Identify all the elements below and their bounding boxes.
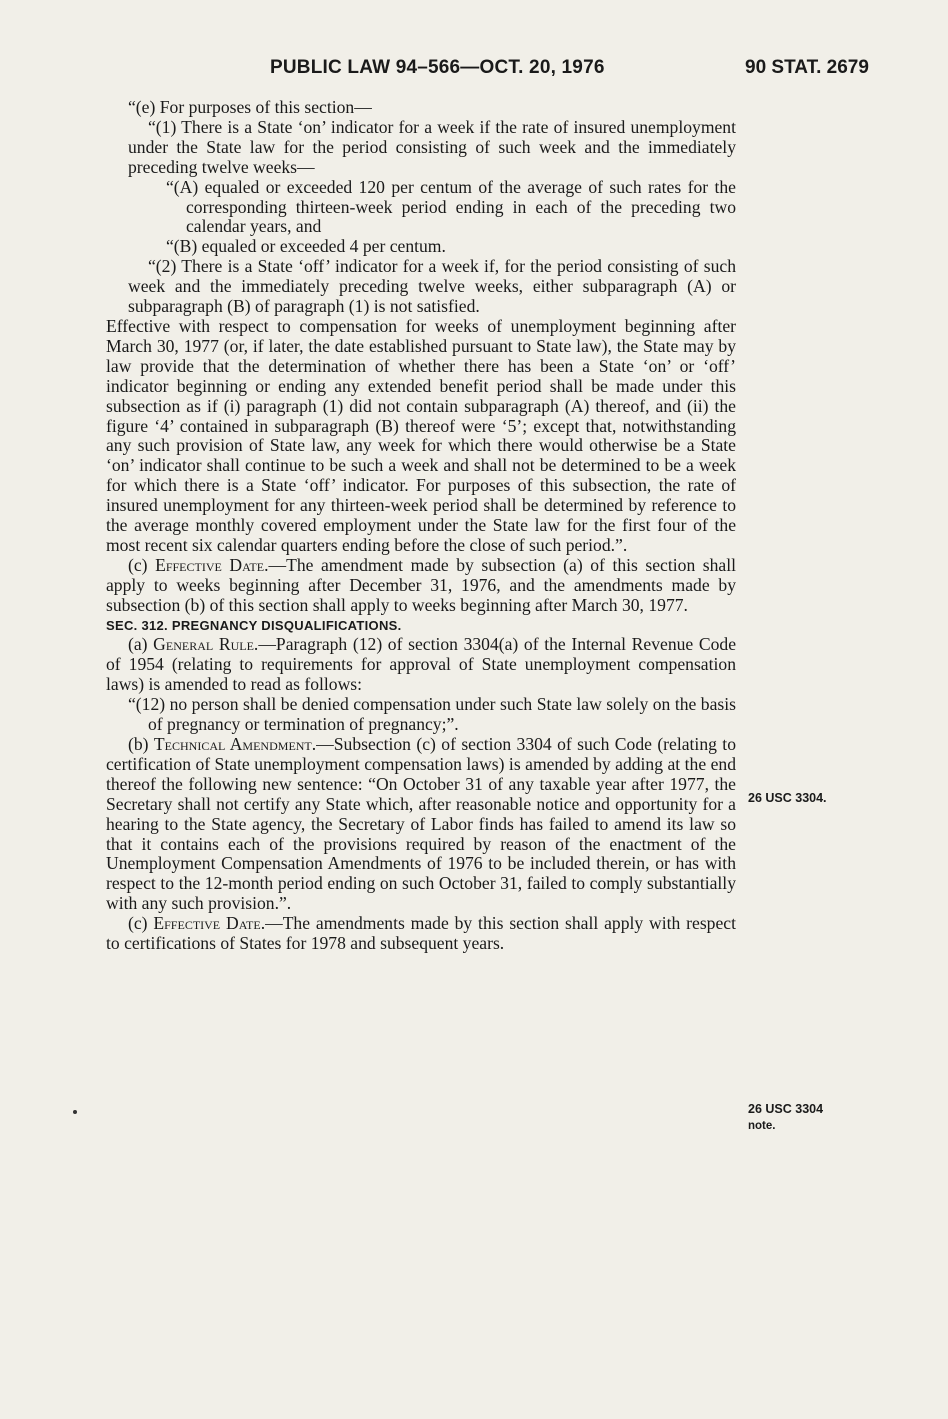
- effective-date-label-2: Effective Date.: [153, 913, 266, 934]
- paragraph-technical-amendment: [106, 735, 736, 914]
- effective-date-text: —The amendment made by subsection (a) of this section shall apply to weeks beginning after December 31, 1976, and the amendments made by subsection (b) of this section shall apply to weeks beginning after March 30, 1977.: [106, 554, 737, 615]
- effective-date-text-2: —The amendments made by this section shall apply with respect to certifications of States for 1978 and subsequent years.: [106, 913, 736, 954]
- paragraph-general-rule: [106, 635, 736, 695]
- general-rule-label: General Rule.: [153, 634, 259, 655]
- subparagraph-b: “(B) equaled or exceeded 4 per centum.: [166, 236, 446, 257]
- margin-note-26-usc-3304-note: [748, 1101, 823, 1135]
- subsection-label: (c): [128, 554, 156, 575]
- paragraph-effective-date-c: [106, 556, 736, 616]
- page-header: [0, 57, 948, 83]
- effective-date-label: Effective Date.: [155, 554, 269, 575]
- technical-amendment-label: Technical Amendment.: [153, 734, 317, 754]
- paragraph-off-indicator: “(2) There is a State ‘off’ indicator for a week if, for the period consisting of such week and the immediately preceding twelve weeks, either subparagraph (A) or subparagraph (B) of paragraph (1) is not satisfied.: [128, 256, 736, 317]
- subsection-label: (a): [128, 634, 154, 655]
- statute-page-number: 90 STAT. 2679: [745, 57, 869, 78]
- print-speck: [73, 1110, 77, 1114]
- subsection-label: (c): [128, 913, 154, 934]
- general-rule-text: —Paragraph (12) of section 3304(a) of the Internal Revenue Code of 1954 (relating to requirements for approval of State unemployment compensation laws) is amended to read as follows:: [106, 634, 737, 695]
- paragraph-12-quote: “(12) no person shall be denied compensation under such State law solely on the basis of pregnancy or termination of pregnancy;”.: [128, 694, 736, 735]
- section-heading: SEC. 312. PREGNANCY DISQUALIFICATIONS.: [106, 617, 402, 633]
- body-text: [106, 98, 736, 954]
- paragraph-on-indicator: “(1) There is a State ‘on’ indicator for a week if the rate of insured unemployment under the State law for the period consisting of such week and the immediately preceding twelve weeks—: [128, 116, 736, 177]
- page-header-title: PUBLIC LAW 94–566—OCT. 20, 1976: [270, 57, 605, 78]
- margin-note-26-usc-3304: 26 USC 3304.: [748, 791, 827, 805]
- subparagraph-a: “(A) equaled or exceeded 120 per centum of the average of such rates for the corresponding thirteen-week period ending in each of the preceding two calendar years, and: [166, 176, 736, 237]
- technical-amendment-text: —Subsection (c) of section 3304 of such Code (relating to certification of State unemployment compensation laws) is amended by adding at the end thereof the following new sentence: “On October 31 of any taxable year after 1977, the Secretary shall not certify any State which, after reasonable notice and opportunity for a hearing to the State agency, the Secretary of Labor finds has failed to amend its law so that it contains each of the provisions required by reason of the enactment of the Unemployment Compensation Amendments of 1976 to be included therein, or has with respect to the 12-month period ending on such October 31, failed to comply substantially with any such provision.”.: [106, 734, 736, 914]
- paragraph-effective-date-c2: [106, 914, 736, 954]
- margin-note-line: note.: [748, 1120, 776, 1132]
- margin-note-line: 26 USC 3304: [748, 1102, 824, 1116]
- paragraph-e-intro: “(e) For purposes of this section—: [128, 97, 372, 117]
- paragraph-effective-with-respect: Effective with respect to compensation for weeks of unemployment beginning after March 30, 1977 (or, if later, the date established pursuant to State law), the State may by law provide that the determination of whether there has been a State ‘on’ or ‘off’ indicator beginning or ending any extended benefit period shall be made under this subsection as if (i) paragraph (1) did not contain subparagraph (A) thereof, and (ii) the figure ‘4’ contained in subparagraph (B) thereof were ‘5’; except that, notwithstanding any such provision of State law, any week for which there would otherwise be a State ‘on’ indicator shall continue to be such a week and shall not be determined to be a week for which there is a State ‘off’ indicator. For purposes of this subsection, the rate of insured unemployment for any thirteen-week period shall be determined by reference to the average monthly covered employment under the State law for the first four of the most recent six calendar quarters ending before the close of such period.”.: [106, 315, 736, 555]
- subsection-label: (b): [128, 734, 154, 754]
